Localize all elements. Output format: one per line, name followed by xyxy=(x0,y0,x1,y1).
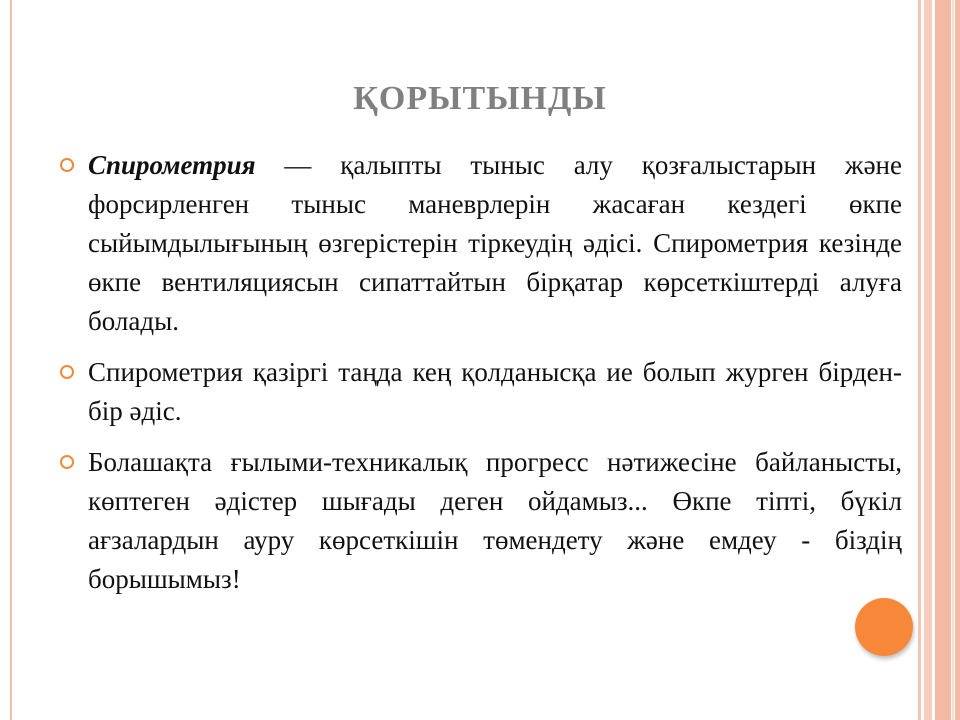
bullet-item xyxy=(58,353,902,431)
bullet-circle-icon xyxy=(60,455,74,469)
bullet-text: Болашақта ғылыми-техникалық прогресс нәтижесіне байланысты, көптеген әдістер шығады деген ойдамыз... Өкпе тіпті, бүкіл ағзалардын ауру көрсеткішін төмендету және емдеу - біздің борышымыз! xyxy=(88,447,902,594)
decorative-orange-circle xyxy=(855,598,913,656)
bullet-text: — қалыпты тыныс алу қозғалыстарын және форсирленген тыныс маневрлерін жасаған кездегі өкпе сыйымдылығының өзгерістерін тіркеудің әдісі. Спирометрия кезінде өкпе вентиляциясын сипаттайтын бірқатар көрсеткіштерді алуға болады. xyxy=(88,150,902,336)
bullet-circle-icon xyxy=(60,365,74,379)
bullet-term: Спирометрия xyxy=(88,150,256,180)
bullet-item xyxy=(58,146,902,341)
bullet-circle-icon xyxy=(60,158,74,172)
bullet-item xyxy=(58,443,902,599)
slide-title: ҚОРЫТЫНДЫ xyxy=(353,80,607,117)
bullet-text: Спирометрия қазіргі таңда кең қолданысқа ие болып журген бірден-бір әдіс. xyxy=(88,357,902,426)
slide-content xyxy=(58,146,902,611)
